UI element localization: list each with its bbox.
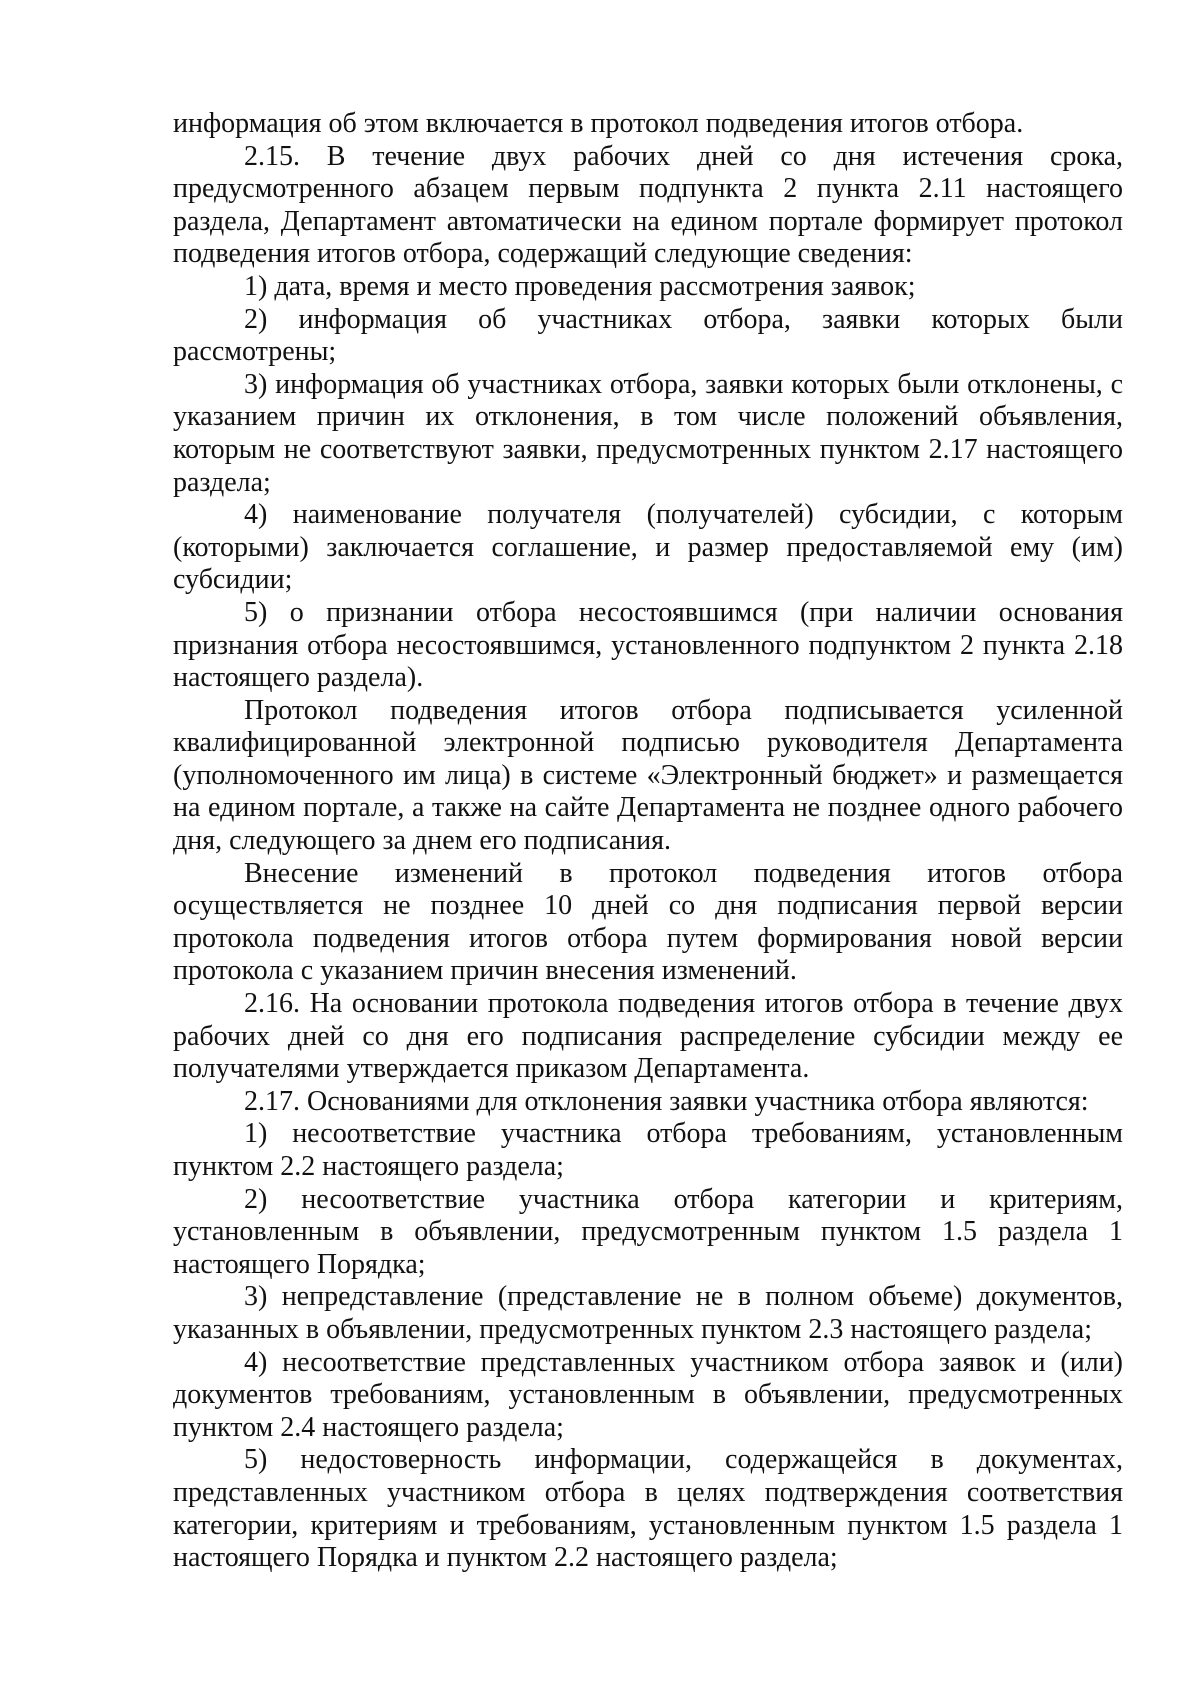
list-item-2: 2) информация об участниках отбора, заявки которых были рассмотрены; <box>173 303 1123 368</box>
list-item-1: 1) дата, время и место проведения рассмотрения заявок; <box>244 270 916 302</box>
document-page <box>173 108 1123 1575</box>
paragraph-protocol-changes: Внесение изменений в протокол подведения итогов отбора осуществляется не позднее 10 дней со дня подписания первой версии протокола подведения итогов отбора путем формирования новой версии протокола с указанием причин внесения изменений. <box>173 857 1123 987</box>
paragraph-2-16: 2.16. На основании протокола подведения итогов отбора в течение двух рабочих дней со дня его подписания распределение субсидии между ее получателями утверждается приказом Департамента. <box>173 988 1123 1085</box>
list-item-3: 3) информация об участниках отбора, заявки которых были отклонены, с указанием причин их отклонения, в том числе положений объявления, которым не соответствуют заявки, предусмотренных пунктом 2.17 настоящего раздела; <box>173 368 1123 498</box>
paragraph-2-17: 2.17. Основаниями для отклонения заявки участника отбора являются: <box>244 1085 1089 1117</box>
rejection-item-2: 2) несоответствие участника отбора категории и критериям, установленным в объявлении, предусмотренным пунктом 1.5 раздела 1 настоящего Порядка; <box>173 1183 1123 1280</box>
rejection-item-3: 3) непредставление (представление не в полном объеме) документов, указанных в объявлении, предусмотренных пунктом 2.3 настоящего раздела; <box>173 1281 1123 1345</box>
rejection-item-4: 4) несоответствие представленных участником отбора заявок и (или) документов требованиям, установленным в объявлении, предусмотренных пунктом 2.4 настоящего раздела; <box>173 1346 1123 1443</box>
paragraph-continuation: информация об этом включается в протокол подведения итогов отбора. <box>173 108 1024 139</box>
rejection-item-1: 1) несоответствие участника отбора требованиям, установленным пунктом 2.2 настоящего раздела; <box>173 1118 1123 1182</box>
rejection-item-5: 5) недостоверность информации, содержащейся в документах, представленных участником отбора в целях подтверждения соответствия категории, критериям и требованиям, установленным пунктом 1.5 раздела 1 настоящего Порядка и пунктом 2.2 настоящего раздела; <box>173 1444 1123 1574</box>
list-item-5: 5) о признании отбора несостоявшимся (при наличии основания признания отбора несостоявшимся, установленного подпунктом 2 пункта 2.18 настоящего раздела). <box>173 596 1123 694</box>
paragraph-protocol-signing: Протокол подведения итогов отбора подписывается усиленной квалифицированной электронной подписью руководителя Департамента (уполномоченного им лица) в системе «Электронный бюджет» и размещается на едином портале, а также на сайте Департамента не позднее одного рабочего дня, следующего за днем его подписания. <box>173 694 1123 857</box>
list-item-4: 4) наименование получателя (получателей) субсидии, с которым (которыми) заключается соглашение, и размер предоставляемой ему (им) субсидии; <box>173 499 1123 596</box>
paragraph-2-15: 2.15. В течение двух рабочих дней со дня истечения срока, предусмотренного абзацем первым подпункта 2 пункта 2.11 настоящего раздела, Департамент автоматически на едином портале формирует протокол подведения итогов отбора, содержащий следующие сведения: <box>173 140 1123 270</box>
